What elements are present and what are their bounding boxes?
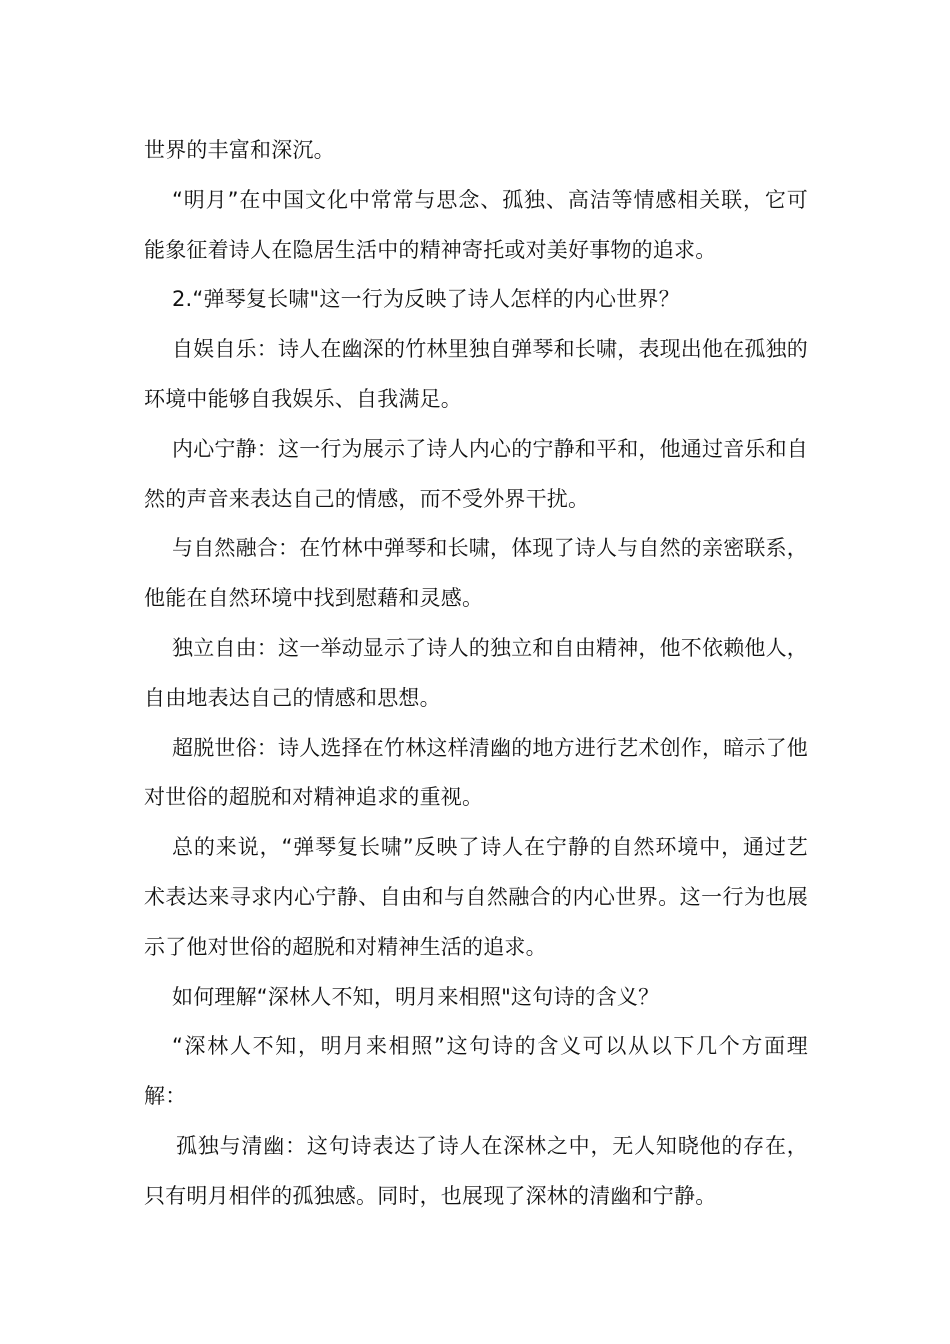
paragraph-summary: 总的来说，“弹琴复长啸”反映了诗人在宁静的自然环境中，通过艺术表达来寻求内心宁静、自由和与自然融合的内心世界。这一行为也展示了他对世俗的超脱和对精神生活的追求。 <box>144 835 808 959</box>
paragraph-solitude: 孤独与清幽：这句诗表达了诗人在深林之中，无人知晓他的存在，只有明月相伴的孤独感。同时，也展现了深林的清幽和宁静。 <box>144 1133 808 1208</box>
paragraph-independence: 独立自由：这一举动显示了诗人的独立和自由精神，他不依赖他人，自由地表达自己的情感和思想。 <box>144 635 808 710</box>
document-body <box>144 126 808 1222</box>
paragraph-poem-meaning-intro: “深林人不知，明月来相照”这句诗的含义可以从以下几个方面理解： <box>144 1034 808 1109</box>
question-3-heading: 如何理解“深林人不知，明月来相照"这句诗的含义？ <box>172 984 660 1009</box>
paragraph-inner-peace: 内心宁静：这一行为展示了诗人内心的宁静和平和，他通过音乐和自然的声音来表达自己的情感，而不受外界干扰。 <box>144 436 808 511</box>
paragraph-bright-moon: “明月”在中国文化中常常与思念、孤独、高洁等情感相关联，它可能象征着诗人在隐居生活中的精神寄托或对美好事物的追求。 <box>144 187 808 262</box>
question-2-heading: 2.“弹琴复长啸"这一行为反映了诗人怎样的内心世界？ <box>172 287 680 312</box>
paragraph-continuation: 世界的丰富和深沉。 <box>144 138 335 162</box>
paragraph-harmony-with-nature: 与自然融合：在竹林中弹琴和长啸，体现了诗人与自然的亲密联系，他能在自然环境中找到慰藉和灵感。 <box>144 536 808 611</box>
paragraph-self-entertainment: 自娱自乐：诗人在幽深的竹林里独自弹琴和长啸，表现出他在孤独的环境中能够自我娱乐、自我满足。 <box>144 337 808 411</box>
paragraph-transcendence: 超脱世俗：诗人选择在竹林这样清幽的地方进行艺术创作，暗示了他对世俗的超脱和对精神追求的重视。 <box>144 735 808 810</box>
